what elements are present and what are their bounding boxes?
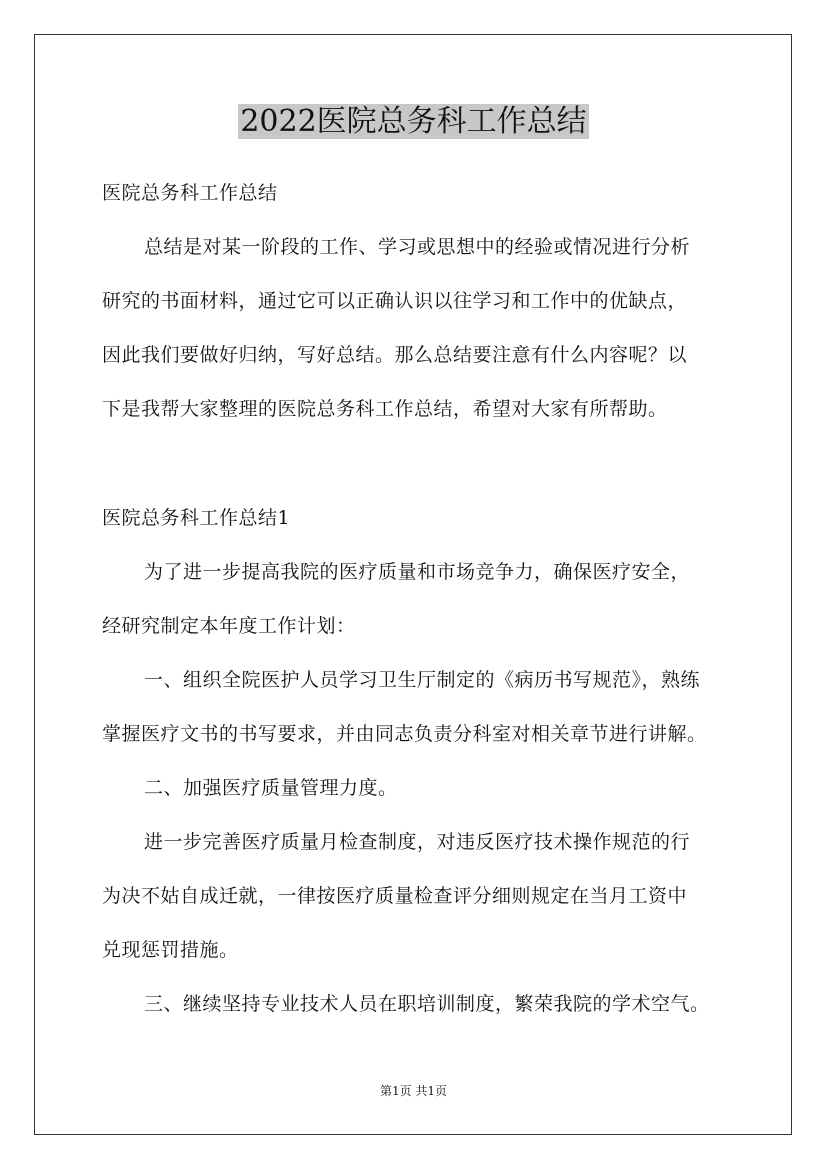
- section-heading: 医院总务科工作总结1: [102, 507, 291, 529]
- page-footer: [0, 1083, 827, 1099]
- paragraph-line: 为决不姑自成迁就，一律按医疗质量检查评分细则规定在当月工资中: [102, 885, 688, 907]
- paragraph-line: 下是我帮大家整理的医院总务科工作总结，希望对大家有所帮助。: [102, 398, 668, 420]
- paragraph-line: 为了进一步提高我院的医疗质量和市场竞争力，确保医疗安全，: [144, 561, 691, 583]
- paragraph-line: 三、继续坚持专业技术人员在职培训制度，繁荣我院的学术空气。: [144, 993, 710, 1015]
- paragraph-line: 掌握医疗文书的书写要求，并由同志负责分科室对相关章节进行讲解。: [102, 723, 707, 745]
- paragraph-line: 二、加强医疗质量管理力度。: [144, 777, 398, 799]
- paragraph-line: 总结是对某一阶段的工作、学习或思想中的经验或情况进行分析: [144, 236, 691, 258]
- paragraph-line: 一、组织全院医护人员学习卫生厅制定的《病历书写规范》，熟练: [144, 669, 701, 691]
- paragraph-line: 因此我们要做好归纳，写好总结。那么总结要注意有什么内容呢？以: [102, 344, 688, 366]
- paragraph-line: 进一步完善医疗质量月检查制度，对违反医疗技术操作规范的行: [144, 831, 691, 853]
- section-heading: 医院总务科工作总结: [102, 182, 278, 204]
- page-number: 第1页 共1页: [379, 1084, 448, 1098]
- document-title-text: 2022医院总务科工作总结: [240, 104, 587, 139]
- paragraph-line: 经研究制定本年度工作计划：: [102, 615, 356, 637]
- document-title: [0, 100, 827, 144]
- paragraph-line: 兑现惩罚措施。: [102, 939, 239, 961]
- paragraph-line: 研究的书面材料，通过它可以正确认识以往学习和工作中的优缺点，: [102, 290, 688, 312]
